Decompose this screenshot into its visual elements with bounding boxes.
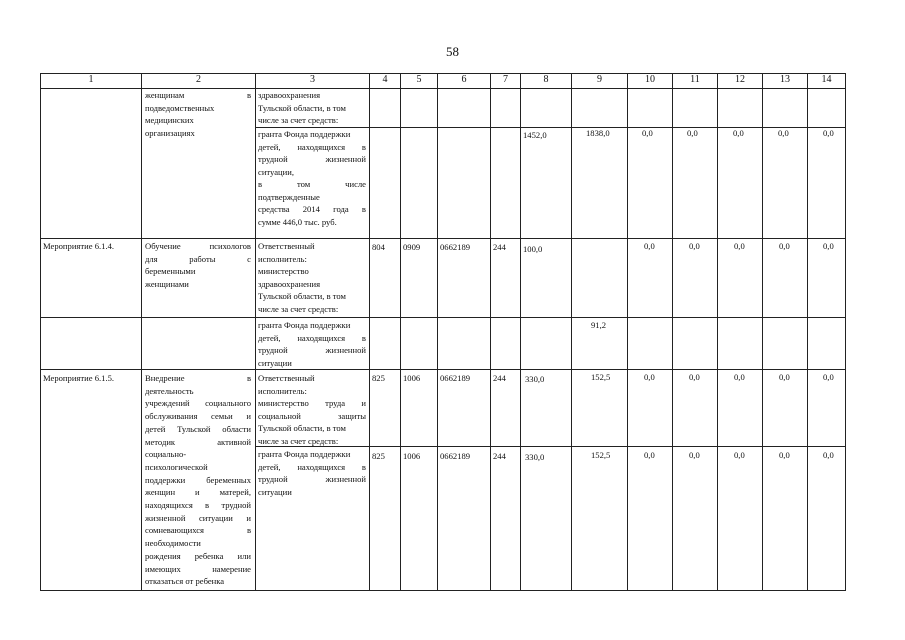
- header-cell-14: 14: [821, 74, 832, 85]
- row3-grant-col14-value: 0,0: [823, 450, 834, 460]
- header-cell-3: 3: [310, 74, 315, 85]
- grid-line: [807, 73, 808, 591]
- row3-activity-label: Мероприятие 6.1.5.: [43, 373, 115, 383]
- row2-col14-value: 0,0: [823, 241, 834, 251]
- header-cell-9: 9: [597, 74, 602, 85]
- row2-col11-value: 0,0: [689, 241, 700, 251]
- row3-col6-value: 0662189: [440, 373, 471, 383]
- grid-line: [141, 73, 142, 591]
- grid-line: [717, 73, 718, 591]
- row2-col8-value: 100,0: [523, 244, 543, 254]
- row2-col5-value: 0909: [403, 242, 421, 252]
- row1-col2-text: женщинам в подведомственных медицинских организациях: [145, 90, 251, 138]
- row3-col3-executor-text: Ответственный исполнитель: министерство труда и социальной защиты Тульской области, в том числе за счет средств:: [258, 373, 366, 446]
- row3-col7-value: 244: [493, 373, 506, 383]
- header-cell-7: 7: [503, 74, 508, 85]
- grid-line: [40, 238, 845, 239]
- header-cell-10: 10: [645, 74, 655, 85]
- row1-col9-value: 1838,0: [586, 128, 610, 138]
- row2-activity-label: Мероприятие 6.1.4.: [43, 241, 115, 251]
- grid-line: [40, 73, 41, 591]
- header-cell-6: 6: [461, 74, 467, 85]
- grid-line: [400, 73, 401, 591]
- grid-line: [40, 590, 845, 591]
- grid-line: [672, 73, 673, 591]
- header-cell-5: 5: [416, 74, 422, 85]
- row2-col12-value: 0,0: [734, 241, 745, 251]
- row3-col5-value: 1006: [403, 373, 421, 383]
- row2-grant-col9-value: 91,2: [591, 320, 607, 330]
- row3-col13-value: 0,0: [779, 372, 790, 382]
- row3-grant-col11-value: 0,0: [689, 450, 700, 460]
- grid-line: [40, 317, 845, 318]
- grid-line: [762, 73, 763, 591]
- header-cell-2: 2: [196, 74, 201, 85]
- grid-line: [520, 73, 521, 591]
- row3-grant-col13-value: 0,0: [779, 450, 790, 460]
- row2-col3-grant-text: гранта Фонда поддержки детей, находящихся в трудной жизненной ситуации: [258, 320, 366, 368]
- row1-col3-executor-text: здравоохранения Тульской области, в том числе за счет средств:: [258, 90, 346, 125]
- row3-grant-col7-value: 244: [493, 451, 506, 461]
- row2-col13-value: 0,0: [779, 241, 790, 251]
- row1-col11-value: 0,0: [687, 128, 698, 138]
- header-cell-8: 8: [543, 74, 549, 85]
- row3-grant-col10-value: 0,0: [644, 450, 655, 460]
- grid-line: [437, 73, 438, 591]
- header-cell-1: 1: [88, 74, 94, 85]
- row1-col8-value: 1452,0: [523, 130, 547, 140]
- row2-col2-text: Обучение психологов для работы с беременными женщинами: [145, 241, 251, 289]
- row3-col2-text: Внедрение в деятельность учреждений социального обслуживания семьи и детей Тульской области методик активной социально- психологической поддержки беременных женщин и матерей, находящихся в трудной жизненной ситуации и сомневающихся в необходимости рождения ребенка или имеющих намерение отказаться от ребенка: [145, 373, 251, 587]
- header-cell-11: 11: [690, 74, 700, 85]
- row1-col3-grant-text: гранта Фонда поддержки детей, находящихся в трудной жизненной ситуации, в том числе подтвержденные средства 2014 года в сумме 446,0 тыс. руб.: [258, 129, 366, 227]
- row2-col10-value: 0,0: [644, 241, 655, 251]
- row1-col12-value: 0,0: [733, 128, 744, 138]
- grid-line: [40, 369, 845, 370]
- header-cell-4: 4: [382, 74, 388, 85]
- header-cell-12: 12: [735, 74, 745, 85]
- row3-col8-value: 330,0: [525, 374, 545, 384]
- row3-col11-value: 0,0: [689, 372, 700, 382]
- header-cell-13: 13: [780, 74, 790, 85]
- grid-line: [490, 73, 491, 591]
- row3-grant-col8-value: 330,0: [525, 452, 545, 462]
- row2-col6-value: 0662189: [440, 242, 471, 252]
- row2-col3-executor-text: Ответственный исполнитель: министерство здравоохранения Тульской области, в том числе за счет средств:: [258, 241, 346, 314]
- row3-col12-value: 0,0: [734, 372, 745, 382]
- row3-grant-col4-value: 825: [372, 451, 385, 461]
- grid-line: [627, 73, 628, 591]
- row3-grant-col6-value: 0662189: [440, 451, 471, 461]
- row3-grant-col5-value: 1006: [403, 451, 421, 461]
- row3-col4-value: 825: [372, 373, 385, 383]
- row2-col4-value: 804: [372, 242, 385, 252]
- row1-col14-value: 0,0: [823, 128, 834, 138]
- row3-grant-col9-value: 152,5: [591, 450, 611, 460]
- grid-line: [571, 73, 572, 591]
- row1-col10-value: 0,0: [642, 128, 653, 138]
- row3-col14-value: 0,0: [823, 372, 834, 382]
- row3-col9-value: 152,5: [591, 372, 611, 382]
- grid-line: [845, 73, 846, 591]
- row1-col13-value: 0,0: [778, 128, 789, 138]
- grid-line: [369, 73, 370, 591]
- page-number: 58: [446, 44, 459, 59]
- row3-col3-grant-text: гранта Фонда поддержки детей, находящихся в трудной жизненной ситуации: [258, 449, 366, 497]
- row3-grant-col12-value: 0,0: [734, 450, 745, 460]
- row3-col10-value: 0,0: [644, 372, 655, 382]
- grid-line: [255, 73, 256, 591]
- row2-col7-value: 244: [493, 242, 506, 252]
